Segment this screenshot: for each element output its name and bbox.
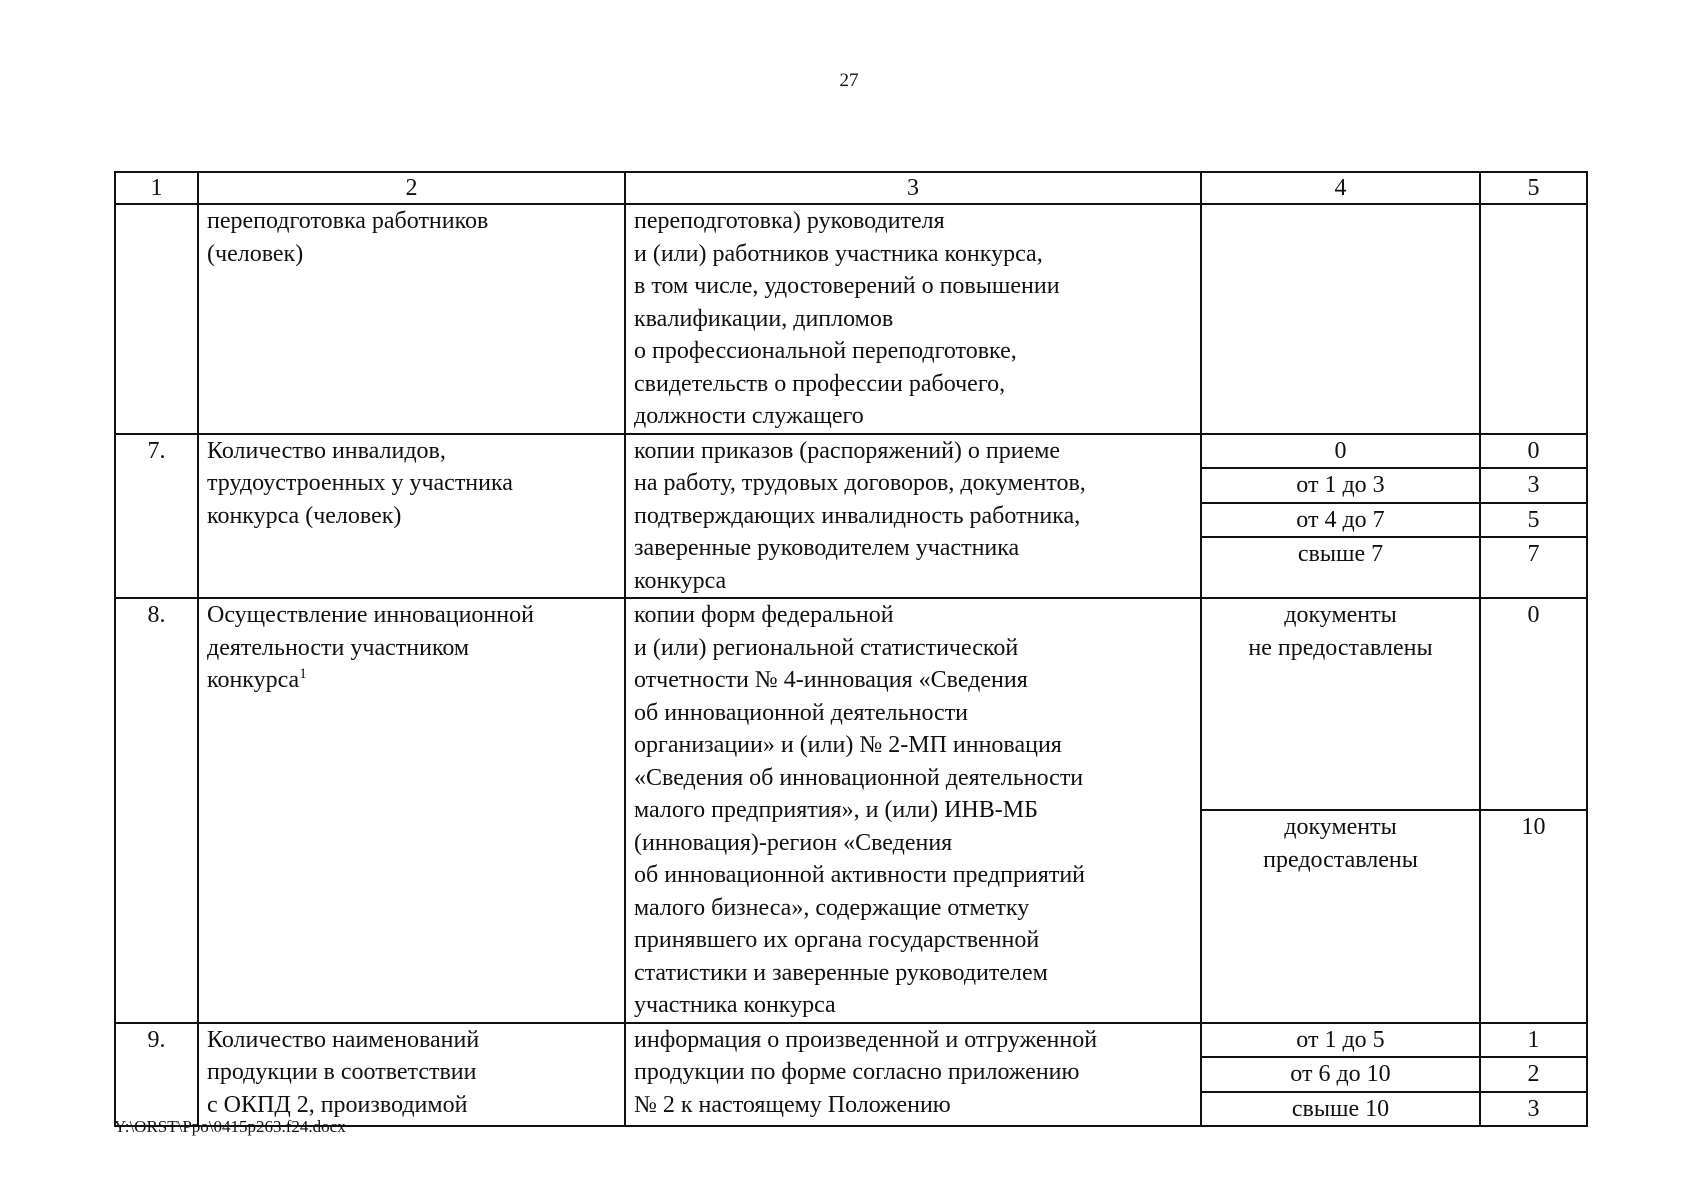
documents-cell: копии приказов (распоряжений) о приеме на работу, трудовых договоров, документов, подтверждающих инвалидность работника, заверенные руководителем участника конкурса: [625, 434, 1201, 599]
page-number: 27: [839, 70, 859, 91]
table-header-row: [115, 172, 1587, 204]
documents-cell: копии форм федеральной и (или) региональной статистической отчетности № 4-инновация «Сведения об инновационной деятельности организации» и (или) № 2-МП инновация «Сведения об инновационной деятельности малого предприятия», и (или) ИНВ-МБ (инновация)-регион «Сведения об инновационной активности предприятий малого бизнеса», содержащие отметку принявшего их органа государственной статистики и заверенные руководителем участника конкурса: [625, 598, 1201, 1023]
documents-cell: информация о произведенной и отгруженной продукции по форме согласно приложению № 2 к настоящему Положению: [625, 1023, 1201, 1127]
points-cell: 0: [1480, 598, 1587, 810]
value-cell: документы предоставлены: [1201, 810, 1480, 1022]
table-row-7: [115, 434, 1587, 469]
points-cell: 7: [1480, 537, 1587, 598]
value-cell: документы не предоставлены: [1201, 598, 1480, 810]
criterion-cell: Количество наименований продукции в соответствии с ОКПД 2, производимой: [198, 1023, 625, 1127]
criterion-cell: переподготовка работников (человек): [198, 204, 625, 434]
value-cell: свыше 7: [1201, 537, 1480, 598]
value-cell: от 1 до 5: [1201, 1023, 1480, 1058]
value-cell: 0: [1201, 434, 1480, 469]
row-number: 8.: [115, 598, 198, 1023]
footnote-marker: 1: [299, 666, 307, 682]
table-row-continuation: [115, 204, 1587, 434]
header-col-4: 4: [1201, 172, 1480, 204]
table-row-8: [115, 598, 1587, 810]
points-cell: 3: [1480, 468, 1587, 503]
criterion-cell: Количество инвалидов, трудоустроенных у участника конкурса (человек): [198, 434, 625, 599]
value-cell: [1201, 204, 1480, 434]
row-number: 9.: [115, 1023, 198, 1127]
points-cell: 0: [1480, 434, 1587, 469]
documents-cell: переподготовка) руководителя и (или) работников участника конкурса, в том числе, удостоверений о повышении квалификации, дипломов о профессиональной переподготовке, свидетельств о профессии рабочего, должности служащего: [625, 204, 1201, 434]
row-number: 7.: [115, 434, 198, 599]
value-cell: от 4 до 7: [1201, 503, 1480, 538]
value-cell: от 1 до 3: [1201, 468, 1480, 503]
points-cell: 1: [1480, 1023, 1587, 1058]
points-cell: 3: [1480, 1092, 1587, 1127]
points-cell: 2: [1480, 1057, 1587, 1092]
value-cell: свыше 10: [1201, 1092, 1480, 1127]
header-col-1: 1: [115, 172, 198, 204]
header-col-3: 3: [625, 172, 1201, 204]
value-cell: от 6 до 10: [1201, 1057, 1480, 1092]
row-number: [115, 204, 198, 434]
points-cell: 5: [1480, 503, 1587, 538]
criteria-table: [114, 171, 1588, 1127]
points-cell: 10: [1480, 810, 1587, 1022]
header-col-5: 5: [1480, 172, 1587, 204]
points-cell: [1480, 204, 1587, 434]
table-row-9: [115, 1023, 1587, 1058]
criterion-cell: Осуществление инновационной деятельности участником конкурса$^1$: [198, 598, 625, 1023]
footer-file-path: Y:\ORST\Ppo\0415p263.f24.docx: [114, 1117, 346, 1136]
header-col-2: 2: [198, 172, 625, 204]
